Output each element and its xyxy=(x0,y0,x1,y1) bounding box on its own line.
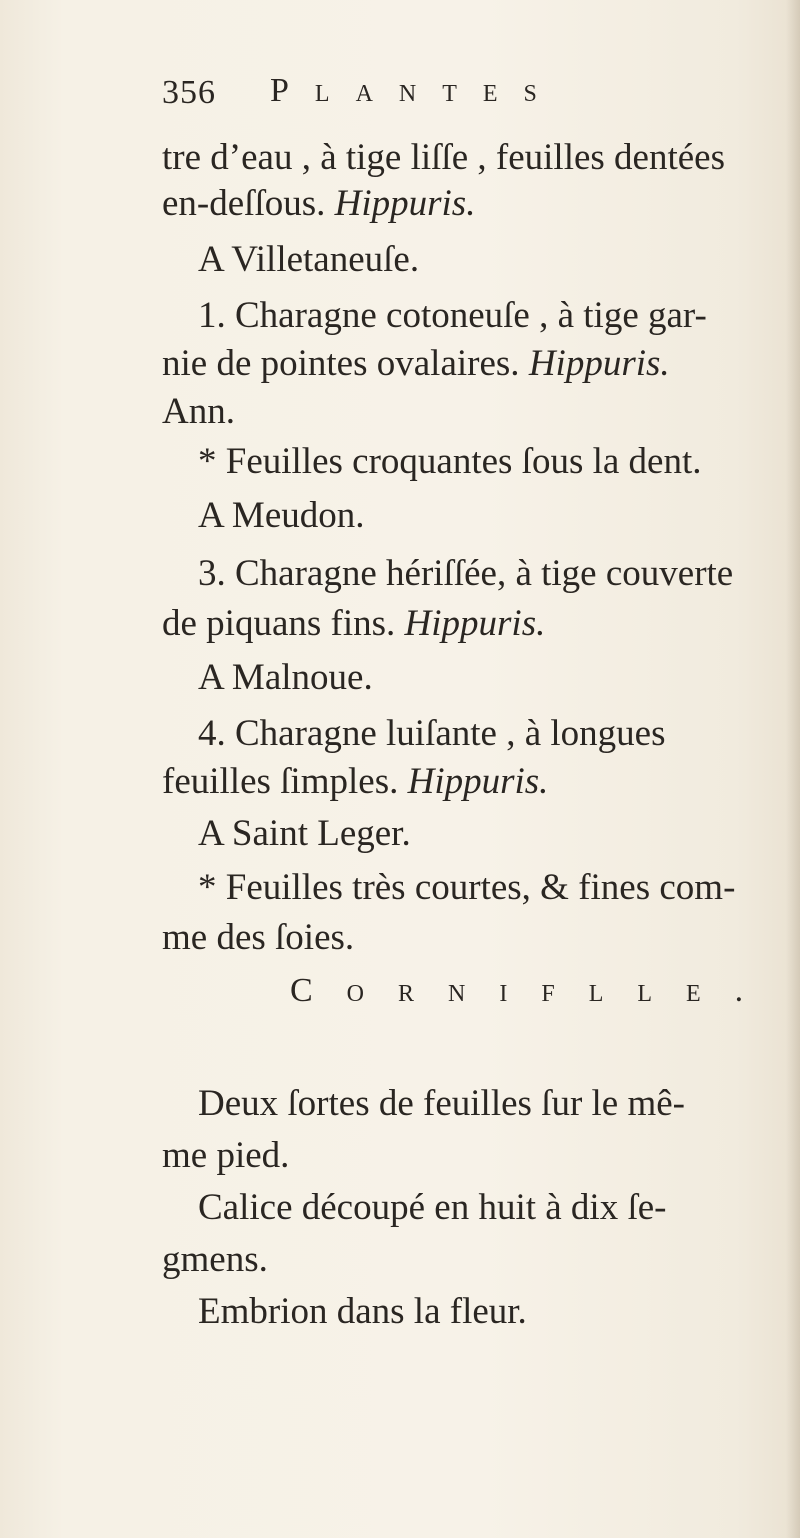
text-line: me des ſoies. xyxy=(162,917,355,958)
page-edge-shadow xyxy=(786,0,800,1538)
text-line: Calice découpé en huit à dix ſe- xyxy=(198,1187,667,1228)
text-line: en-deſſous. Hippuris. xyxy=(162,183,476,224)
text-line: Embrion dans la fleur. xyxy=(198,1291,527,1332)
text-line: * Feuilles très courtes, & fines com- xyxy=(198,867,736,908)
running-head xyxy=(162,72,762,116)
text-line: 1. Charagne cotoneuſe , à tige gar- xyxy=(198,295,707,336)
text-line: A Saint Leger. xyxy=(198,813,411,854)
text-line: feuilles ſimples. Hippuris. xyxy=(162,761,549,802)
section-title: Corniflle. xyxy=(290,972,778,1009)
text-line: A Villetaneuſe. xyxy=(198,239,420,280)
text-line: A Malnoue. xyxy=(198,657,373,698)
text-line: A Meudon. xyxy=(198,495,365,536)
text-line: * Feuilles croquantes ſous la dent. xyxy=(198,441,702,482)
text-line: Ann. xyxy=(162,391,235,432)
text-line: me pied. xyxy=(162,1135,290,1176)
text-line: Deux ſortes de feuilles ſur le mê- xyxy=(198,1083,685,1124)
text-line: de piquans fins. Hippuris. xyxy=(162,603,546,644)
text-line: 3. Charagne hériſſée, à tige couverte xyxy=(198,553,734,594)
text-line: tre d’eau , à tige liſſe , feuilles dentées xyxy=(162,137,725,178)
page-number: 356 xyxy=(162,74,216,111)
running-head-title: Plantes xyxy=(270,72,563,109)
text-line: nie de pointes ovalaires. Hippuris. xyxy=(162,343,670,384)
text-line: gmens. xyxy=(162,1239,268,1280)
text-line: 4. Charagne luiſante , à longues xyxy=(198,713,666,754)
